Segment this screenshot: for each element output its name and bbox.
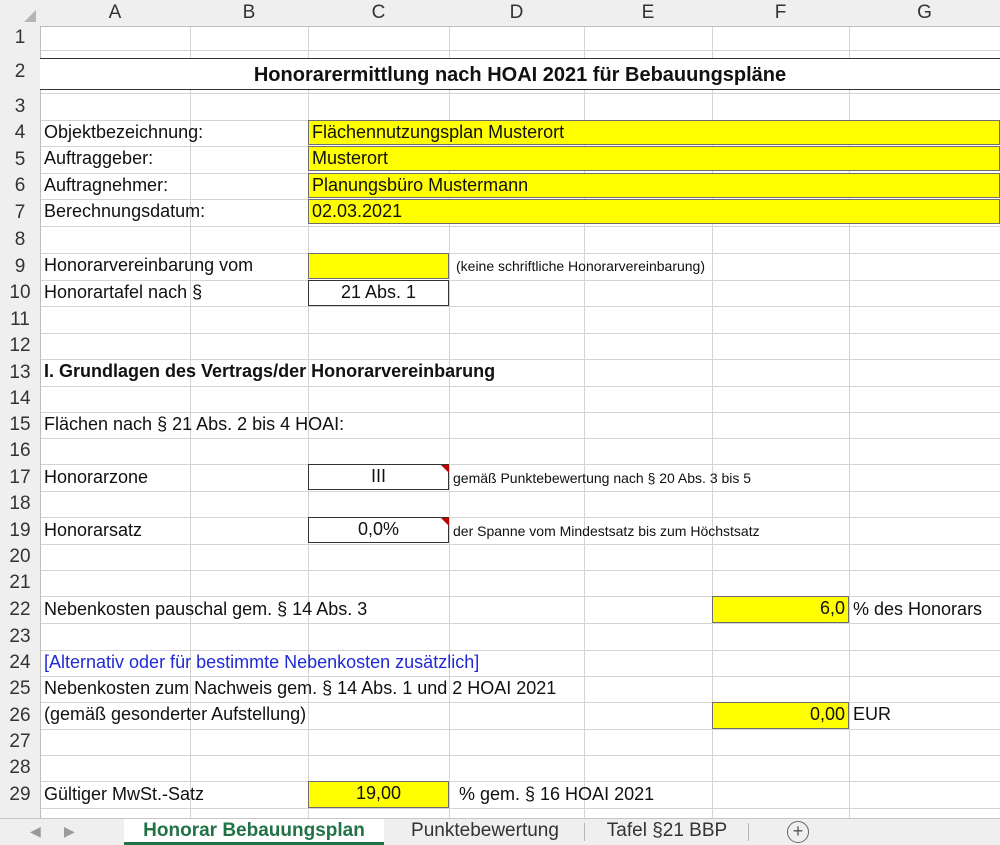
honorartafel-value[interactable]: 21 Abs. 1	[308, 280, 449, 306]
auftragnehmer-input[interactable]: Planungsbüro Mustermann	[308, 173, 1000, 198]
grid-row-line	[0, 729, 1000, 730]
col-header-e[interactable]: E	[641, 2, 655, 23]
row-header-1[interactable]: 1	[14, 27, 26, 48]
objekt-label: Objektbezeichnung:	[44, 122, 204, 142]
datum-input[interactable]: 02.03.2021	[308, 199, 1000, 224]
column-header-bar	[0, 0, 1000, 27]
row-header-18[interactable]: 18	[9, 493, 31, 514]
grid-row-line	[0, 306, 1000, 307]
row-header-11[interactable]: 11	[10, 309, 30, 330]
mwst-input[interactable]: 19,00	[308, 781, 449, 808]
nebenkosten-unit: % des Honorars	[853, 599, 983, 619]
comment-marker-icon	[441, 518, 449, 526]
col-header-d[interactable]: D	[509, 2, 524, 23]
tab-separator	[748, 823, 749, 841]
row-header-25[interactable]: 25	[9, 678, 31, 699]
grid-row-line	[0, 50, 1000, 51]
col-header-b[interactable]: B	[242, 2, 256, 23]
row-header-2[interactable]: 2	[14, 61, 26, 82]
tab-punktebewertung[interactable]: Punktebewertung	[411, 820, 559, 841]
row-header-9[interactable]: 9	[14, 256, 26, 277]
tab-scroll-left-icon[interactable]: ◀	[30, 823, 41, 839]
col-header-f[interactable]: F	[774, 2, 787, 23]
grid-row-line	[0, 570, 1000, 571]
row-header-6[interactable]: 6	[14, 175, 26, 196]
row-header-14[interactable]: 14	[9, 388, 31, 409]
grid-row-line	[0, 464, 1000, 465]
vereinbarung-note: (keine schriftliche Honorarvereinbarung)	[456, 258, 706, 274]
mwst-label: Gültiger MwSt.-Satz	[44, 784, 205, 804]
sheet-tab-bar	[0, 818, 1000, 845]
page-title[interactable]: Honorarermittlung nach HOAI 2021 für Bebauungspläne	[40, 58, 1000, 90]
row-header-4[interactable]: 4	[14, 122, 26, 143]
row-header-3[interactable]: 3	[14, 96, 26, 117]
grid-row-line	[0, 544, 1000, 545]
row-header-16[interactable]: 16	[9, 440, 31, 461]
row-header-19[interactable]: 19	[9, 520, 31, 541]
auftraggeber-label: Auftraggeber:	[44, 148, 154, 168]
honorarsatz-note: der Spanne vom Mindestsatz bis zum Höchstsatz	[453, 523, 760, 539]
add-sheet-button[interactable]: +	[787, 821, 809, 843]
row-header-20[interactable]: 20	[9, 546, 31, 567]
auftraggeber-input[interactable]: Musterort	[308, 146, 1000, 171]
honorarzone-label: Honorarzone	[44, 467, 149, 487]
section1-heading: I. Grundlagen des Vertrags/der Honorarvereinbarung	[44, 361, 496, 381]
row-header-bar	[0, 26, 41, 818]
row-header-28[interactable]: 28	[9, 757, 31, 778]
mwst-note: % gem. § 16 HOAI 2021	[459, 784, 655, 804]
row-header-13[interactable]: 13	[9, 362, 31, 383]
col-header-c[interactable]: C	[371, 2, 386, 23]
row-header-24[interactable]: 24	[9, 652, 31, 673]
nebenkosten-input[interactable]: 6,0	[712, 596, 849, 623]
honorarzone-select[interactable]: III	[308, 464, 449, 490]
grid-row-line	[0, 226, 1000, 227]
tab-tafel-21-bbp[interactable]: Tafel §21 BBP	[606, 820, 728, 841]
vereinbarung-input[interactable]	[308, 253, 449, 279]
nebenkosten-label: Nebenkosten pauschal gem. § 14 Abs. 3	[44, 599, 368, 619]
col-header-g[interactable]: G	[917, 2, 932, 23]
grid-row-line	[0, 93, 1000, 94]
grid-row-line	[0, 438, 1000, 439]
tab-honorar-bebauungsplan[interactable]: Honorar Bebauungsplan	[124, 819, 384, 845]
datum-label: Berechnungsdatum:	[44, 201, 206, 221]
grid-row-line	[0, 623, 1000, 624]
comment-marker-icon	[441, 465, 449, 473]
row-header-8[interactable]: 8	[14, 229, 26, 250]
honorarsatz-input[interactable]: 0,0%	[308, 517, 449, 543]
tab-separator	[584, 823, 585, 841]
grid-row-line	[0, 517, 1000, 518]
honorartafel-label: Honorartafel nach §	[44, 282, 203, 302]
auftragnehmer-label: Auftragnehmer:	[44, 175, 169, 195]
grid-row-line	[0, 755, 1000, 756]
row-header-5[interactable]: 5	[14, 149, 26, 170]
select-all-icon	[24, 10, 36, 22]
grid-row-line	[0, 333, 1000, 334]
alternativ-note: [Alternativ oder für bestimmte Nebenkosten zusätzlich]	[44, 652, 480, 672]
grid-row-line	[0, 808, 1000, 809]
select-all-corner[interactable]	[0, 0, 40, 26]
row-header-27[interactable]: 27	[9, 731, 31, 752]
nachweis-label: Nebenkosten zum Nachweis gem. § 14 Abs. 1 und 2 HOAI 2021	[44, 678, 557, 698]
honorarsatz-label: Honorarsatz	[44, 520, 143, 540]
row-header-22[interactable]: 22	[9, 599, 31, 620]
row-header-15[interactable]: 15	[9, 414, 31, 435]
row-header-7[interactable]: 7	[14, 202, 26, 223]
col-header-a[interactable]: A	[108, 2, 122, 23]
tab-scroll-right-icon[interactable]: ▶	[64, 823, 75, 839]
honorarzone-note: gemäß Punktebewertung nach § 20 Abs. 3 bis 5	[453, 470, 752, 486]
vereinbarung-label: Honorarvereinbarung vom	[44, 255, 254, 275]
row-header-23[interactable]: 23	[9, 626, 31, 647]
grid-row-line	[0, 491, 1000, 492]
flaechen-label: Flächen nach § 21 Abs. 2 bis 4 HOAI:	[44, 414, 345, 434]
row-header-26[interactable]: 26	[9, 705, 31, 726]
row-header-10[interactable]: 10	[9, 282, 31, 303]
row-header-29[interactable]: 29	[9, 784, 31, 805]
row-header-21[interactable]: 21	[9, 572, 31, 593]
row-header-17[interactable]: 17	[9, 467, 31, 488]
aufstellung-label: (gemäß gesonderter Aufstellung)	[44, 704, 307, 724]
grid-row-line	[0, 386, 1000, 387]
aufstellung-input[interactable]: 0,00	[712, 702, 849, 729]
aufstellung-unit: EUR	[853, 704, 892, 724]
row-header-12[interactable]: 12	[9, 335, 31, 356]
objekt-input[interactable]: Flächennutzungsplan Musterort	[308, 120, 1000, 145]
